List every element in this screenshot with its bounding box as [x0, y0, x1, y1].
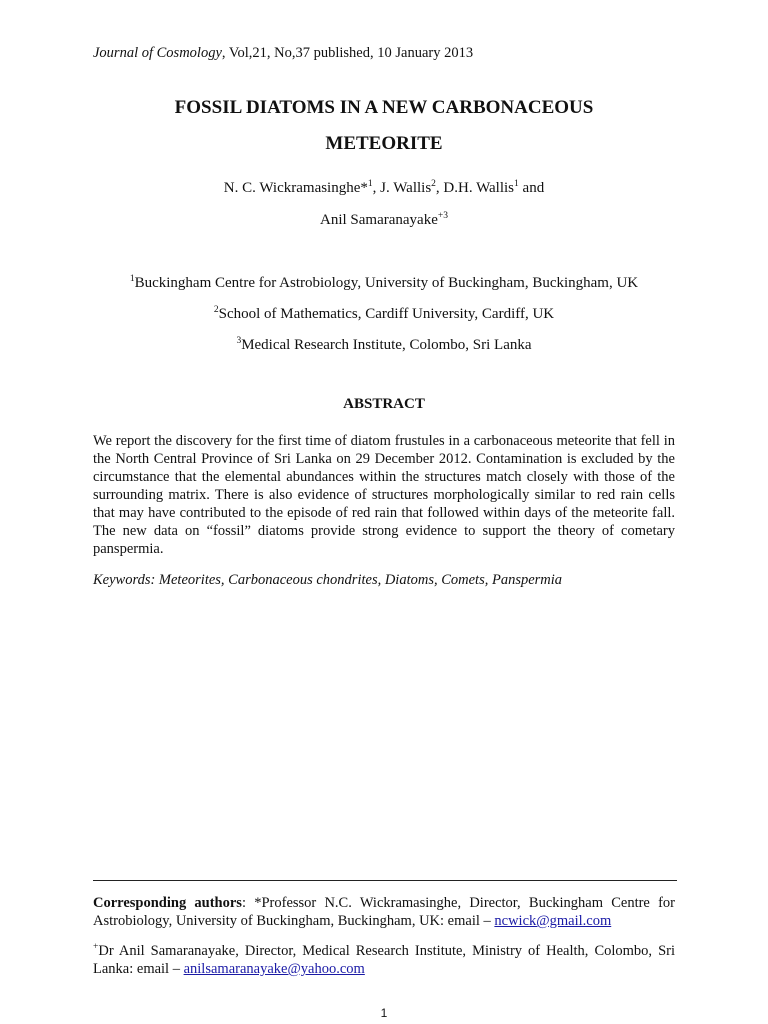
author-dh-wallis: , D.H. Wallis	[435, 180, 515, 196]
affiliation-text: School of Mathematics, Cardiff University, Cardiff, UK	[218, 306, 555, 322]
affil-number: 2	[213, 305, 219, 315]
affil-marker: 1	[367, 179, 373, 189]
affil-marker: 2	[431, 179, 436, 189]
affiliation-2	[60, 299, 708, 330]
affiliation-3	[60, 330, 708, 361]
affil-marker: 1	[514, 179, 519, 189]
footnote-corresponding	[93, 894, 675, 930]
footnote-divider	[93, 880, 677, 881]
affil-number: 3	[236, 336, 242, 346]
footnote-second-author	[93, 942, 675, 978]
affiliation-list	[60, 268, 708, 361]
abstract-heading: ABSTRACT	[343, 396, 425, 412]
paper-title	[60, 90, 708, 162]
footnote-marker: +	[93, 942, 99, 952]
author-j-wallis: , J. Wallis	[372, 180, 432, 196]
second-author-text: Dr Anil Samaranayake, Director, Medical Research Institute, Ministry of Health, Colombo, Sri Lanka: email –	[93, 943, 675, 977]
affil-marker: +3	[437, 211, 448, 221]
page-number: 1	[380, 1006, 388, 1020]
affiliation-text: Medical Research Institute, Colombo, Sri Lanka	[241, 337, 532, 353]
authors-line-2	[60, 204, 708, 236]
email-link-ncwick[interactable]: ncwick@gmail.com	[494, 913, 612, 929]
affiliation-1	[60, 268, 708, 299]
keywords: Keywords: Meteorites, Carbonaceous chondrites, Diatoms, Comets, Panspermia	[93, 572, 563, 588]
authors-line-1	[60, 172, 708, 204]
journal-issue-info: , Vol,21, No,37 published, 10 January 2013	[221, 45, 474, 61]
abstract-body: We report the discovery for the first time of diatom frustules in a carbonaceous meteorite that fell in the North Central Province of Sri Lanka on 29 December 2012. Contamination is excluded by the circumstance that the elemental abundances within the structures match closely with those of the surrounding matrix. There is also evidence of structures morphologically similar to red rain cells that may have contributed to the episode of red rain that followed within days of the meteorite fall. The new data on “fossil” diatoms provide strong evidence to support the theory of cometary panspermia.	[93, 433, 675, 557]
journal-name: Journal of Cosmology	[93, 45, 222, 61]
title-line-1: FOSSIL DIATOMS IN A NEW CARBONACEOUS	[174, 97, 594, 118]
affil-number: 1	[129, 274, 135, 284]
corresponding-text: : *Professor N.C. Wickramasinghe, Director, Buckingham Centre for Astrobiology, University of Buckingham, Buckingham, UK: email –	[93, 895, 675, 929]
title-line-2: METEORITE	[325, 133, 443, 154]
author-samaranayake: Anil Samaranayake	[320, 212, 438, 228]
author-list	[60, 172, 708, 236]
author-conjunction: and	[518, 180, 545, 196]
email-link-samaranayake[interactable]: anilsamaranayake@yahoo.com	[183, 961, 365, 977]
journal-header	[93, 44, 473, 62]
author-wickramasinghe: N. C. Wickramasinghe*	[223, 180, 368, 196]
affiliation-text: Buckingham Centre for Astrobiology, University of Buckingham, Buckingham, UK	[134, 275, 639, 291]
corresponding-label: Corresponding authors	[93, 895, 242, 911]
